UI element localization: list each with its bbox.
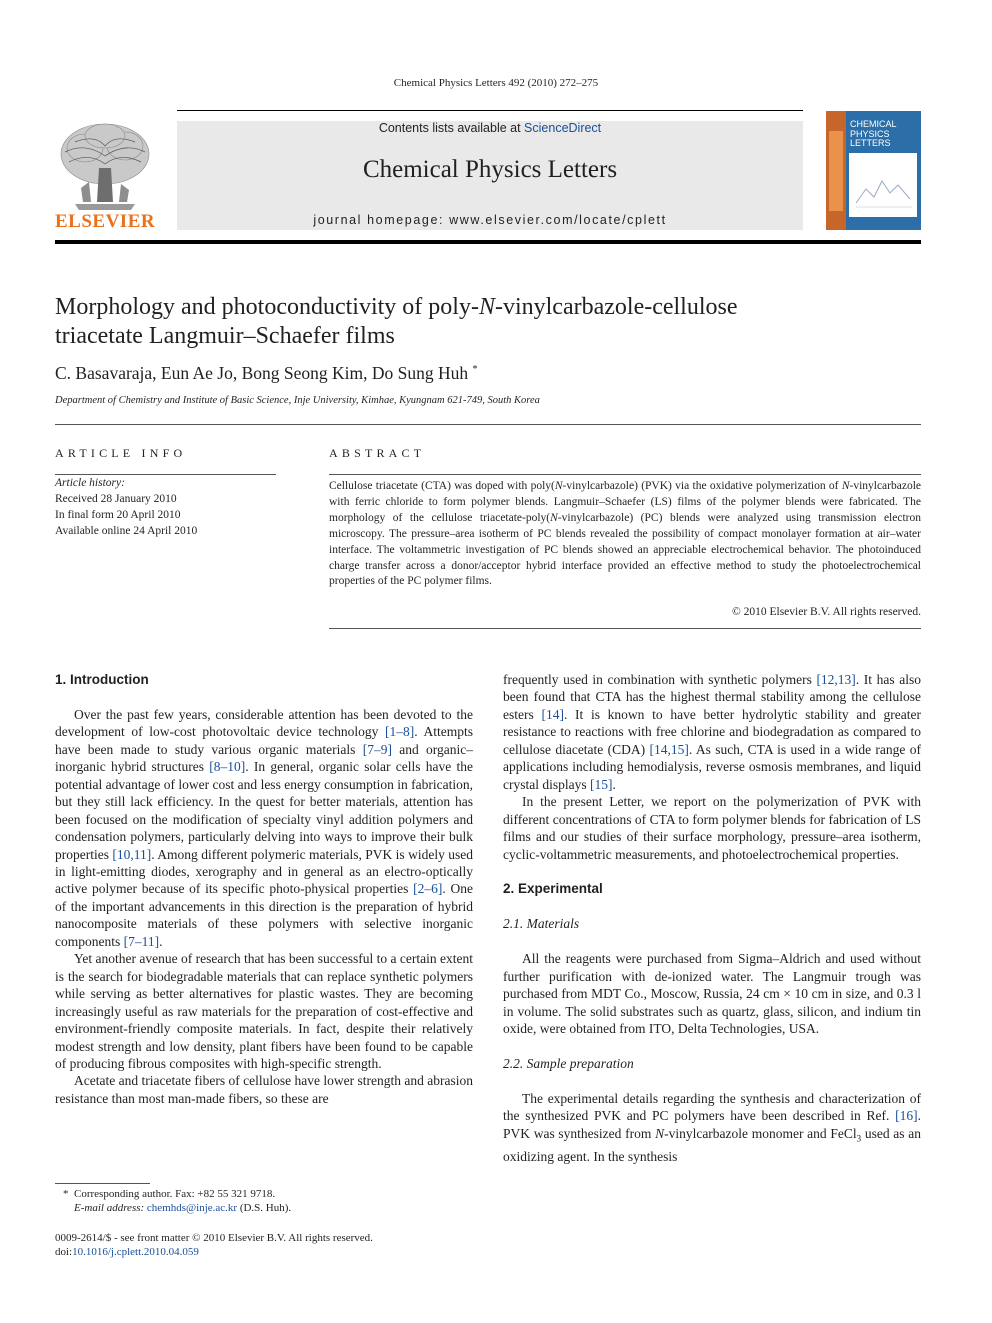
materials-paragraph: All the reagents were purchased from Sigma–Aldrich and used without further purification with de-ionized water. The Langmuir trough was purchased from MDT Co., Moscow, Russia, 24 cm × 10 cm in size, and 0.3 l in volume. The solid substrates such as quartz, glass, silicon, and indium tin oxide, were obtained from ITO, Delta Technologies, USA. — [503, 951, 921, 1037]
ref-link[interactable]: [14,15] — [649, 741, 689, 757]
footnote-rule — [55, 1183, 150, 1184]
header-thick-rule — [55, 240, 921, 244]
abstract-rule — [329, 474, 921, 475]
doi-link[interactable]: 10.1016/j.cplett.2010.04.059 — [72, 1246, 199, 1258]
left-column — [55, 671, 473, 1107]
footnote: * Corresponding author. Fax: +82 55 321 9718. E-mail address: chemhds@inje.ac.kr (D.S. Huh). — [63, 1188, 292, 1214]
article-history: Article history: Received 28 January 2010 In final form 20 April 2010 Available online 24 April 2010 — [55, 477, 198, 537]
article-info-label: ARTICLE INFO — [55, 446, 187, 460]
experimental-heading: 2. Experimental — [503, 881, 603, 897]
ref-link[interactable]: [7–11] — [123, 933, 160, 949]
contents-prefix: Contents lists available at — [378, 121, 525, 135]
abstract-label: ABSTRACT — [329, 446, 426, 460]
sciencedirect-link[interactable]: ScienceDirect — [524, 121, 602, 135]
ref-link[interactable]: [12,13] — [816, 672, 856, 687]
sample-prep-heading: 2.2. Sample preparation — [503, 1055, 634, 1071]
materials-heading: 2.1. Materials — [503, 916, 580, 932]
affiliation: Department of Chemistry and Institute of Basic Science, Inje University, Kimhae, Kyungnam 621-749, South Korea — [55, 395, 540, 406]
ref-link[interactable]: [15] — [590, 776, 613, 792]
journal-citation: Chemical Physics Letters 492 (2010) 272–275 — [393, 77, 599, 89]
intro-heading: 1. Introduction — [55, 672, 149, 687]
contents-line — [177, 121, 803, 135]
article-title: Morphology and photoconductivity of poly-N-vinylcarbazole-cellulose triacetate Langmuir–Schaefer films — [55, 294, 738, 349]
abstract-text: Cellulose triacetate (CTA) was doped with poly(N-vinylcarbazole) (PVK) via the oxidative polymerization of N-vinylcarbazole with ferric chloride to form polymer blends. Langmuir–Schaefer (LS) films of the polymer blends were fabricated. The morphology of the cellulose triacetate-poly(N-vinylcarbazole) (PC) blends were analyzed using transmission electron microscopy. The pressure–area isotherm of PC blends revealed the possibility of compact monolayer formation at air–water interface. The voltammetric investigation of PC blends showed an appreciable electrochemical behavior. The photoinduced charge transfer across a donor/acceptor hybrid interface provided an effective method to study the photoelectrochemical properties of the PC polymer films. — [329, 480, 921, 588]
abstract-copyright: © 2010 Elsevier B.V. All rights reserved. — [732, 606, 921, 618]
intro-paragraph-3: Acetate and triacetate fibers of cellulose have lower strength and abrasion resistance than most man-made fibers, so these are — [55, 1073, 473, 1106]
intro-paragraph-1: Over the past few years, considerable attention has been devoted to the development of low-cost photovoltaic device technology [1–8]. Attempts have been made to study various organic materials [7–9] and organic–inorganic hybrid structures [8–10]. In general, organic solar cells have the potential advantage of lower cost and less energy consumption in fabrication, but they still lack efficiency. In the quest for better materials, attention has been focused on the modification of specialty vinyl addition polymers and condensation polymers, particularly delving into ways to improve their bulk properties [10,11]. Among different polymeric materials, PVK is widely used in light-emitting diodes, xerography and in general as an electro-optically active polymer because of its specific photo-physical properties [2–6]. One of the important advancements in this direction is the preparation of hybrid nanocomposite materials of these polymers with selective inorganic components [7–11]. — [55, 706, 474, 949]
intro-paragraph-2: Yet another avenue of research that has been successful to a certain extent is the search for biodegradable materials that can replace synthetic polymers while serving as better alternatives for plastic wastes. They are becoming increasingly useful as raw materials for the preparation of cost-effective and environment-friendly composite materials. In fact, despite their relatively modest strength and low density, plant fibers have been found to be capable of producing fibrous composites with high-specific strength. — [55, 951, 473, 1071]
intro-paragraph-4: frequently used in combination with synthetic polymers [12,13]. It has also been found that CTA has the highest thermal stability among the cellulose esters [14]. It is known to have better hydrolytic stability and greater resistance to reactions with free chlorine and biodegradation as compared to cellulose diacetate (CDA) [14,15]. As such, CTA is used in a wide range of applications including hemodialysis, reverse osmosis membranes, and liquid crystal displays [15]. — [503, 672, 921, 792]
ref-link[interactable]: [2–6] — [413, 881, 443, 897]
cover-title: CHEMICAL PHYSICS LETTERS — [850, 119, 897, 148]
article-info-rule — [55, 474, 276, 475]
ref-link[interactable]: [7–9] — [362, 741, 392, 757]
ref-link[interactable]: [16] — [895, 1108, 918, 1124]
author-list: C. Basavaraja, Eun Ae Jo, Bong Seong Kim, Do Sung Huh * — [55, 363, 478, 383]
sample-prep-paragraph: The experimental details regarding the synthesis and characterization of the synthesized PVK and PC polymers have been described in Ref. [16]. PVK was synthesized from N-vinylcarbazole monomer and FeCl$_3$ used as an oxidizing agent. In the synthesis — [503, 1090, 921, 1164]
journal-cover-image — [826, 111, 921, 230]
ref-link[interactable]: [8–10] — [209, 759, 246, 775]
title-rule — [55, 424, 921, 425]
ref-link[interactable]: [14] — [541, 706, 564, 722]
corresponding-author-mark[interactable]: * — [472, 364, 478, 376]
footnote-mark: * — [63, 1188, 69, 1200]
email-link[interactable]: chemhds@inje.ac.kr — [146, 1202, 238, 1214]
header-rule — [177, 110, 803, 111]
ref-link[interactable]: [1–8] — [384, 724, 415, 740]
abstract-bottom-rule — [329, 628, 921, 629]
issn-block: 0009-2614/$ - see front matter © 2010 Elsevier B.V. All rights reserved. doi:10.1016/j.cplett.2010.04.059 — [55, 1232, 373, 1258]
journal-name: Chemical Physics Letters — [362, 156, 618, 183]
journal-homepage[interactable]: journal homepage: www.elsevier.com/locate/cplett — [313, 213, 667, 227]
right-column — [503, 671, 921, 1165]
publisher-wordmark: ELSEVIER — [55, 211, 156, 232]
ref-link[interactable]: [10,11] — [112, 846, 152, 862]
intro-paragraph-5: In the present Letter, we report on the polymerization of PVK with different concentrations of CTA to form polymer blends for fabrication of LS films and our studies of their surface morphology, pressure–area isotherm, cyclic-voltammetric measurements, and photoelectrochemical properties. — [503, 794, 921, 862]
